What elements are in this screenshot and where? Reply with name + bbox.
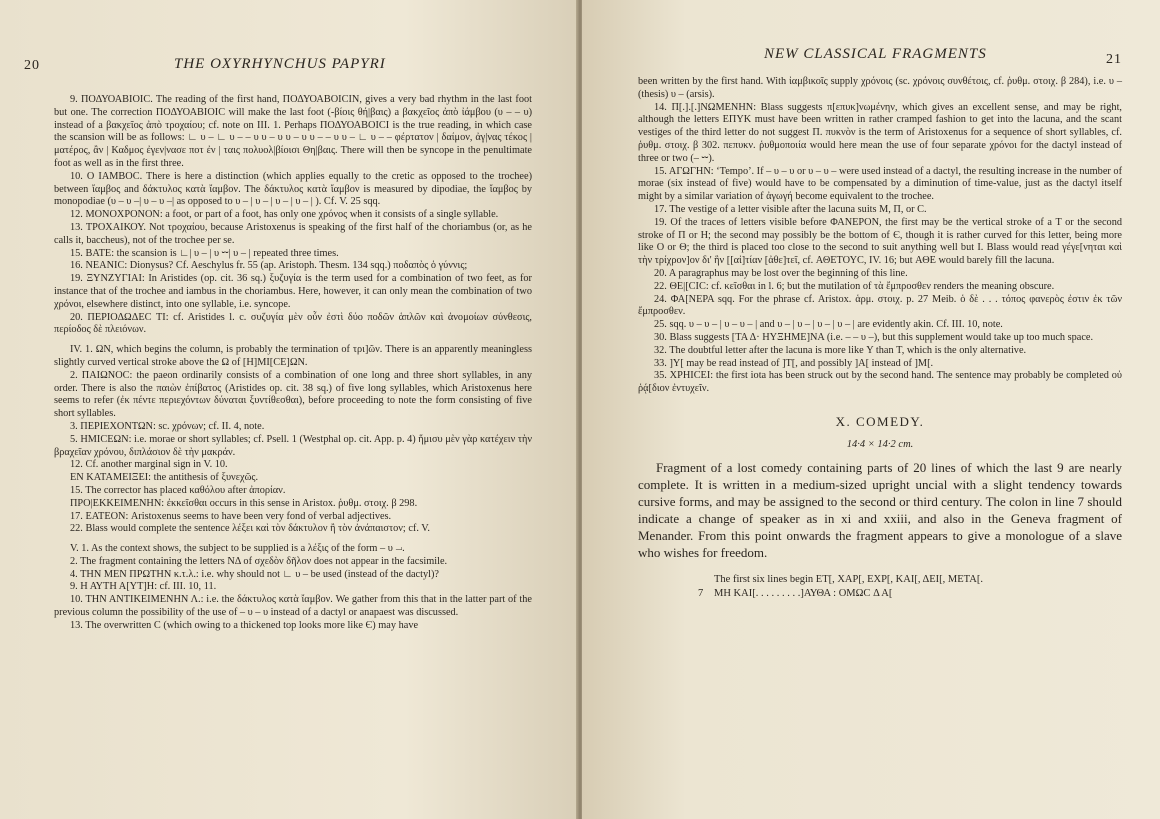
line-text: The first six lines begin ΕΤ[, ΧΑΡ[, ΕΧΡ[, ΚΑΙ[, ΔΕΙ[, ΜΕΤΑ[. [714, 573, 983, 585]
commentary-paragraph: 12. ΜΟΝΟΧΡΟΝΟΝ: a foot, or part of a foot, has only one χρόνος when it consists of a single syllable. [70, 209, 499, 221]
commentary-paragraph: 10. Ο ΙΑΜΒΟC. There is here a distinction (which applies equally to the cretic as opposed to the trochee) between ἴαμβος and δάκτυλος κατὰ ἴαμβον. The δάκτυλος κατὰ ἴαμβον is measured by dipodiae, the ἴαμβος by monopodiae (υ – υ –| υ – υ –| as opposed to υ – | υ – | υ – | υ – | ). Cf. V. 25 sqq. [54, 170, 532, 208]
commentary-paragraph: 13. ΤΡΟΧΑΙΚΟΥ. Not τροχαίου, because Aristoxenus is speaking of the first half of the choriambus (or, as he calls it, baccheus), not of the trochee per se. [54, 221, 532, 246]
commentary-paragraph: 15. The corrector has placed καθόλου after ἀπορίαν. [70, 484, 286, 496]
transcription-line [698, 587, 1122, 601]
commentary-paragraph: 3. ΠΕΡΙΕΧΟΝΤΩΝ: sc. χρόνων; cf. II. 4, note. [70, 420, 265, 432]
commentary-paragraph: 20. A paragraphus may be lost over the beginning of this line. [654, 267, 908, 279]
commentary-paragraph: 2. The fragment containing the letters ΝΔ of σχεδὸν δῆλον does not appear in the facsimile. [70, 555, 448, 567]
commentary-paragraph: 19. ΞΥΝΖΥΓΙΑΙ: In Aristides (op. cit. 36 sq.) ξυζυγία is the term used for a combination of two feet, as for instance that of the trochee and iambus in the choriambus. Here, however, it can only mean the combination of two χρόνοι, elsewhere distinct, into one syllable, i.e. syncope. [54, 273, 532, 310]
right-running-head [638, 46, 1122, 76]
right-page [582, 0, 1160, 819]
right-commentary [638, 76, 1122, 396]
fragment-introduction [638, 459, 1122, 561]
commentary-paragraph: 22. ΘΕ|[CΙC: cf. κεῖσθαι in l. 6; but the mutilation of τὰ ἔμπροσθεν renders the meaning obscure. [654, 280, 1055, 292]
commentary-paragraph: 17. The vestige of a letter visible after the lacuna suits Μ, Π, or C. [654, 203, 927, 215]
fragment-dimensions: 14·4 × 14·2 cm. [846, 438, 914, 450]
commentary-paragraph: 25. sqq. υ – υ – | υ – υ – | and υ – | υ – | υ – | υ – | are evidently akin. Cf. III. 10, note. [654, 319, 1003, 331]
commentary-paragraph: 32. The doubtful letter after the lacuna is more like Υ than Τ, which is the only alternative. [654, 344, 1027, 356]
commentary-paragraph: 24. ΦΑ[ΝΕΡΑ sqq. For the phrase cf. Aristox. ἁρμ. στοιχ. p. 27 Meib. ὁ δὲ . . . τόπος φανερὸς ἐστιν ἐκ τῶν ἔμπροσθεν. [638, 293, 1122, 318]
commentary-paragraph: 20. ΠΕΡΙΟΔΩΔΕC ΤΙ: cf. Aristides l. c. συζυγία μὲν οὖν ἐστὶ δύο ποδῶν ἁπλῶν καὶ ἀνομοίων σύνθεσις, περίοδος δὲ πλειόνων. [54, 311, 532, 336]
transcription-block [638, 573, 1122, 601]
commentary-paragraph: IV. 1. ΩΝ, which begins the column, is probably the termination of τρι]ῶν. There is an apparently meaningless slightly curved vertical stroke above the Ω of [Η]ΜΙ[CΕ]ΩΝ. [54, 344, 532, 368]
commentary-paragraph: 22. Blass would complete the sentence λέξει καὶ τὸν δάκτυλον ἢ τὸν ἀνάπαιστον; cf. V. [70, 523, 430, 535]
commentary-paragraph: 16. ΝΕΑΝΙC: Dionysus? Cf. Aeschylus fr. 55 (ap. Aristoph. Thesm. 134 sqq.) ποδαπὸς ὁ γύννις; [70, 260, 468, 272]
commentary-paragraph: 30. Blass suggests [ΤΑ Δ· ΗΥΞΗΜΕ]ΝΑ (i.e. – – υ –), but this supplement would take up too much space. [654, 331, 1094, 343]
commentary-paragraph: 2. ΠΑΙΩΝΟC: the paeon ordinarily consists of a combination of one long and three short syllables, in any order. There is also the παιὼν ἐπίβατος (Aristides op. cit. 38 sq.) of five long syllables, which Aristoxenus here seems to refer (ἐκ πέντε περιεχόντων δύναται ξυντίθεσθαι), before proceeding to note the form consisting of five short syllables. [54, 369, 532, 420]
commentary-paragraph: 15. ΒΑΤΕ: the scansion is ∟| υ – | υ ⏑⏑| υ – | repeated three times. [70, 247, 339, 259]
left-running-head [24, 52, 532, 82]
commentary-paragraph: 4. ΤΗΝ ΜΕΝ ΠΡΩΤΗΝ κ.τ.λ.: i.e. why should not ∟ υ – be used (instead of the dactyl)? [70, 568, 439, 580]
commentary-paragraph: 5. ΗΜΙCΕΩΝ: i.e. morae or short syllables; cf. Psell. 1 (Westphal op. cit. App. p. 4) ἥμισυ μὲν γὰρ κατέχειν τὴν βραχεῖαν χρόνου, διπλάσιον δὲ τὴν μακράν. [54, 433, 532, 458]
left-page-number: 20 [24, 58, 40, 73]
introduction-paragraph: Fragment of a lost comedy containing parts of 20 lines of which the last 9 are nearly complete. It is written in a medium-sized upright uncial with a slight tendency towards cursive forms, and may be assigned to the second or third century. The colon in line 7 should indicate a change of speaker as in xi and xxiii, and also in the Geneva fragment of Menander. From this point onwards the fragment appears to give a monologue of a slave who wishes for freedom. [638, 459, 1122, 560]
commentary-paragraph: V. 1. As the context shows, the subject to be supplied is a λέξις of the form – υ ⏗. [70, 543, 405, 555]
commentary-paragraph: ΕΝ ΚΑΤΑΜΕΙΞΕΙ: the antithesis of ξυνεχῶς. [70, 472, 259, 484]
right-page-number: 21 [1106, 52, 1122, 67]
commentary-paragraph: ΠΡΟ|ΕΚΚΕΙΜΕΝΗΝ: ἐκκεῖσθαι occurs in this sense in Aristox. ῥυθμ. στοιχ. β 298. [70, 497, 418, 509]
commentary-paragraph: 19. Of the traces of letters visible before ΦΑΝΕΡΟΝ, the first may be the vertical stroke of a Τ or the second stroke of Π or Η; the second may possibly be the bottom of Є, though it is rather curved for this letter, being more like Ο or Θ; the third is placed too close to the second to suit anything well but Ι. Blass would read γέγε[νηται καὶ τὴν τρίχρον]ον δι' ἣν [[αἰ]τίαν [ἀθε]τεῖ, cf. ΑΘΕΤΟΥC, IV. 16; but ΑΘΕ would barely fill the lacuna. [638, 216, 1122, 267]
line-text: ΜΗ ΚΑΙ[. . . . . . . . .]ΑΥΘΑ : ΟΜΩC Δ Α[ [714, 587, 893, 599]
commentary-paragraph: 13. The overwritten C (which owing to a thickened top looks more like Є) may have [70, 619, 419, 631]
commentary-paragraph: 9. ΠΟΔΥΟΑΒΙΟΙC. The reading of the first hand, ΠΟΔΥΟΑΒΟΙCIN, gives a very bad rhythm in the last foot but one. The correction ΠΟΔΥΟΑΒΙΟΙC will make the last foot (-βίοις θή|βαις) a βακχεῖος ἀπὸ ἰάμβου (υ – – υ) instead of a βακχεῖος ἀπὸ τροχαίου; cf. note on III. 1. Perhaps ΠΟΔΥΟΑΒΟΙCΙ is the true reading, in which case the scansion will be as follows: ∟ υ – ∟ υ – – υ υ – υ υ – υ υ – – υ υ – ∟ υ – – φέρτατον | δαίμον, ἀγ|νας τέκος | ματέρος, ἂν | Καδμος ἐγεν|νασε ποτ ἐν | ταις πολυολ|βίοισι Θη|βαις. There will then be syncope in the penultimate foot as well as in the first three. [54, 94, 532, 169]
commentary-paragraph: 17. ΕΑΤΕΟΝ: Aristoxenus seems to have been very fond of verbal adjectives. [70, 510, 392, 522]
transcription-line [698, 573, 1122, 587]
commentary-paragraph: 12. Cf. another marginal sign in V. 10. [70, 459, 228, 471]
right-running-title: NEW CLASSICAL FRAGMENTS [764, 46, 987, 62]
line-number: 7 [698, 587, 704, 599]
left-commentary [54, 94, 532, 633]
commentary-paragraph: 15. ΑΓΩΓΗΝ: ‘Tempo’. If – υ – υ or υ – υ – were used instead of a dactyl, the resulting increase in the number of morae (six instead of five) would have to be compensated by a diminution of time-value, just as the dactyl itself might by a similar variation of ἀγωγή become equivalent to the trochee. [638, 165, 1122, 203]
commentary-paragraph: 33. ]Υ[ may be read instead of ]Τ[, and possibly ]Α[ instead of ]Μ[. [654, 357, 934, 369]
commentary-paragraph: 10. ΤΗΝ ΑΝΤΙΚΕΙΜΕΝΗΝ Λ.: i.e. the δάκτυλος κατὰ ἴαμβον. We gather from this that in the latter part of the previous column the possibility of the use of – υ – υ instead of a dactyl or anapaest was discussed. [54, 594, 532, 619]
left-page [0, 0, 578, 819]
commentary-paragraph: been written by the first hand. With ἰαμβικοῖς supply χρόνοις (sc. χρόνοις συνθέτοις, cf. ῥυθμ. στοιχ. β 284), i.e. υ – (thesis) υ – (arsis). [638, 76, 1122, 100]
section-heading: X. COMEDY. [835, 413, 925, 429]
commentary-paragraph: 9. Η ΑΥΤΗ Α[ΥΤ]Η: cf. III. 10, 11. [70, 581, 217, 593]
commentary-paragraph: 35. ΧΡΗΙCΕΙ: the first iota has been struck out by the second hand. The sentence may probably be completed οὐ ῥᾴ[διον ἐντυχεῖν. [638, 370, 1122, 395]
left-running-title: THE OXYRHYNCHUS PAPYRI [174, 56, 386, 72]
commentary-paragraph: 14. Π[.].[.]ΝΩΜΕΝΗΝ: Blass suggests π[επυκ]νωμένην, which gives an excellent sense, and may be right, although the letters ΕΠΥΚ must have been written in rather cramped fashion to get into the lacuna, and the scant vestiges of the third letter do not suggest Π. πυκνὸν is the term of Aristoxenus for a sequence of short syllables, cf. ῥυθμ. στοιχ. β 302. πεπυκν. ῥυθμοποιία would here mean the use of four separate χρόνοι for the dactyl instead of three or two (– ⏑⏑). [638, 101, 1122, 164]
